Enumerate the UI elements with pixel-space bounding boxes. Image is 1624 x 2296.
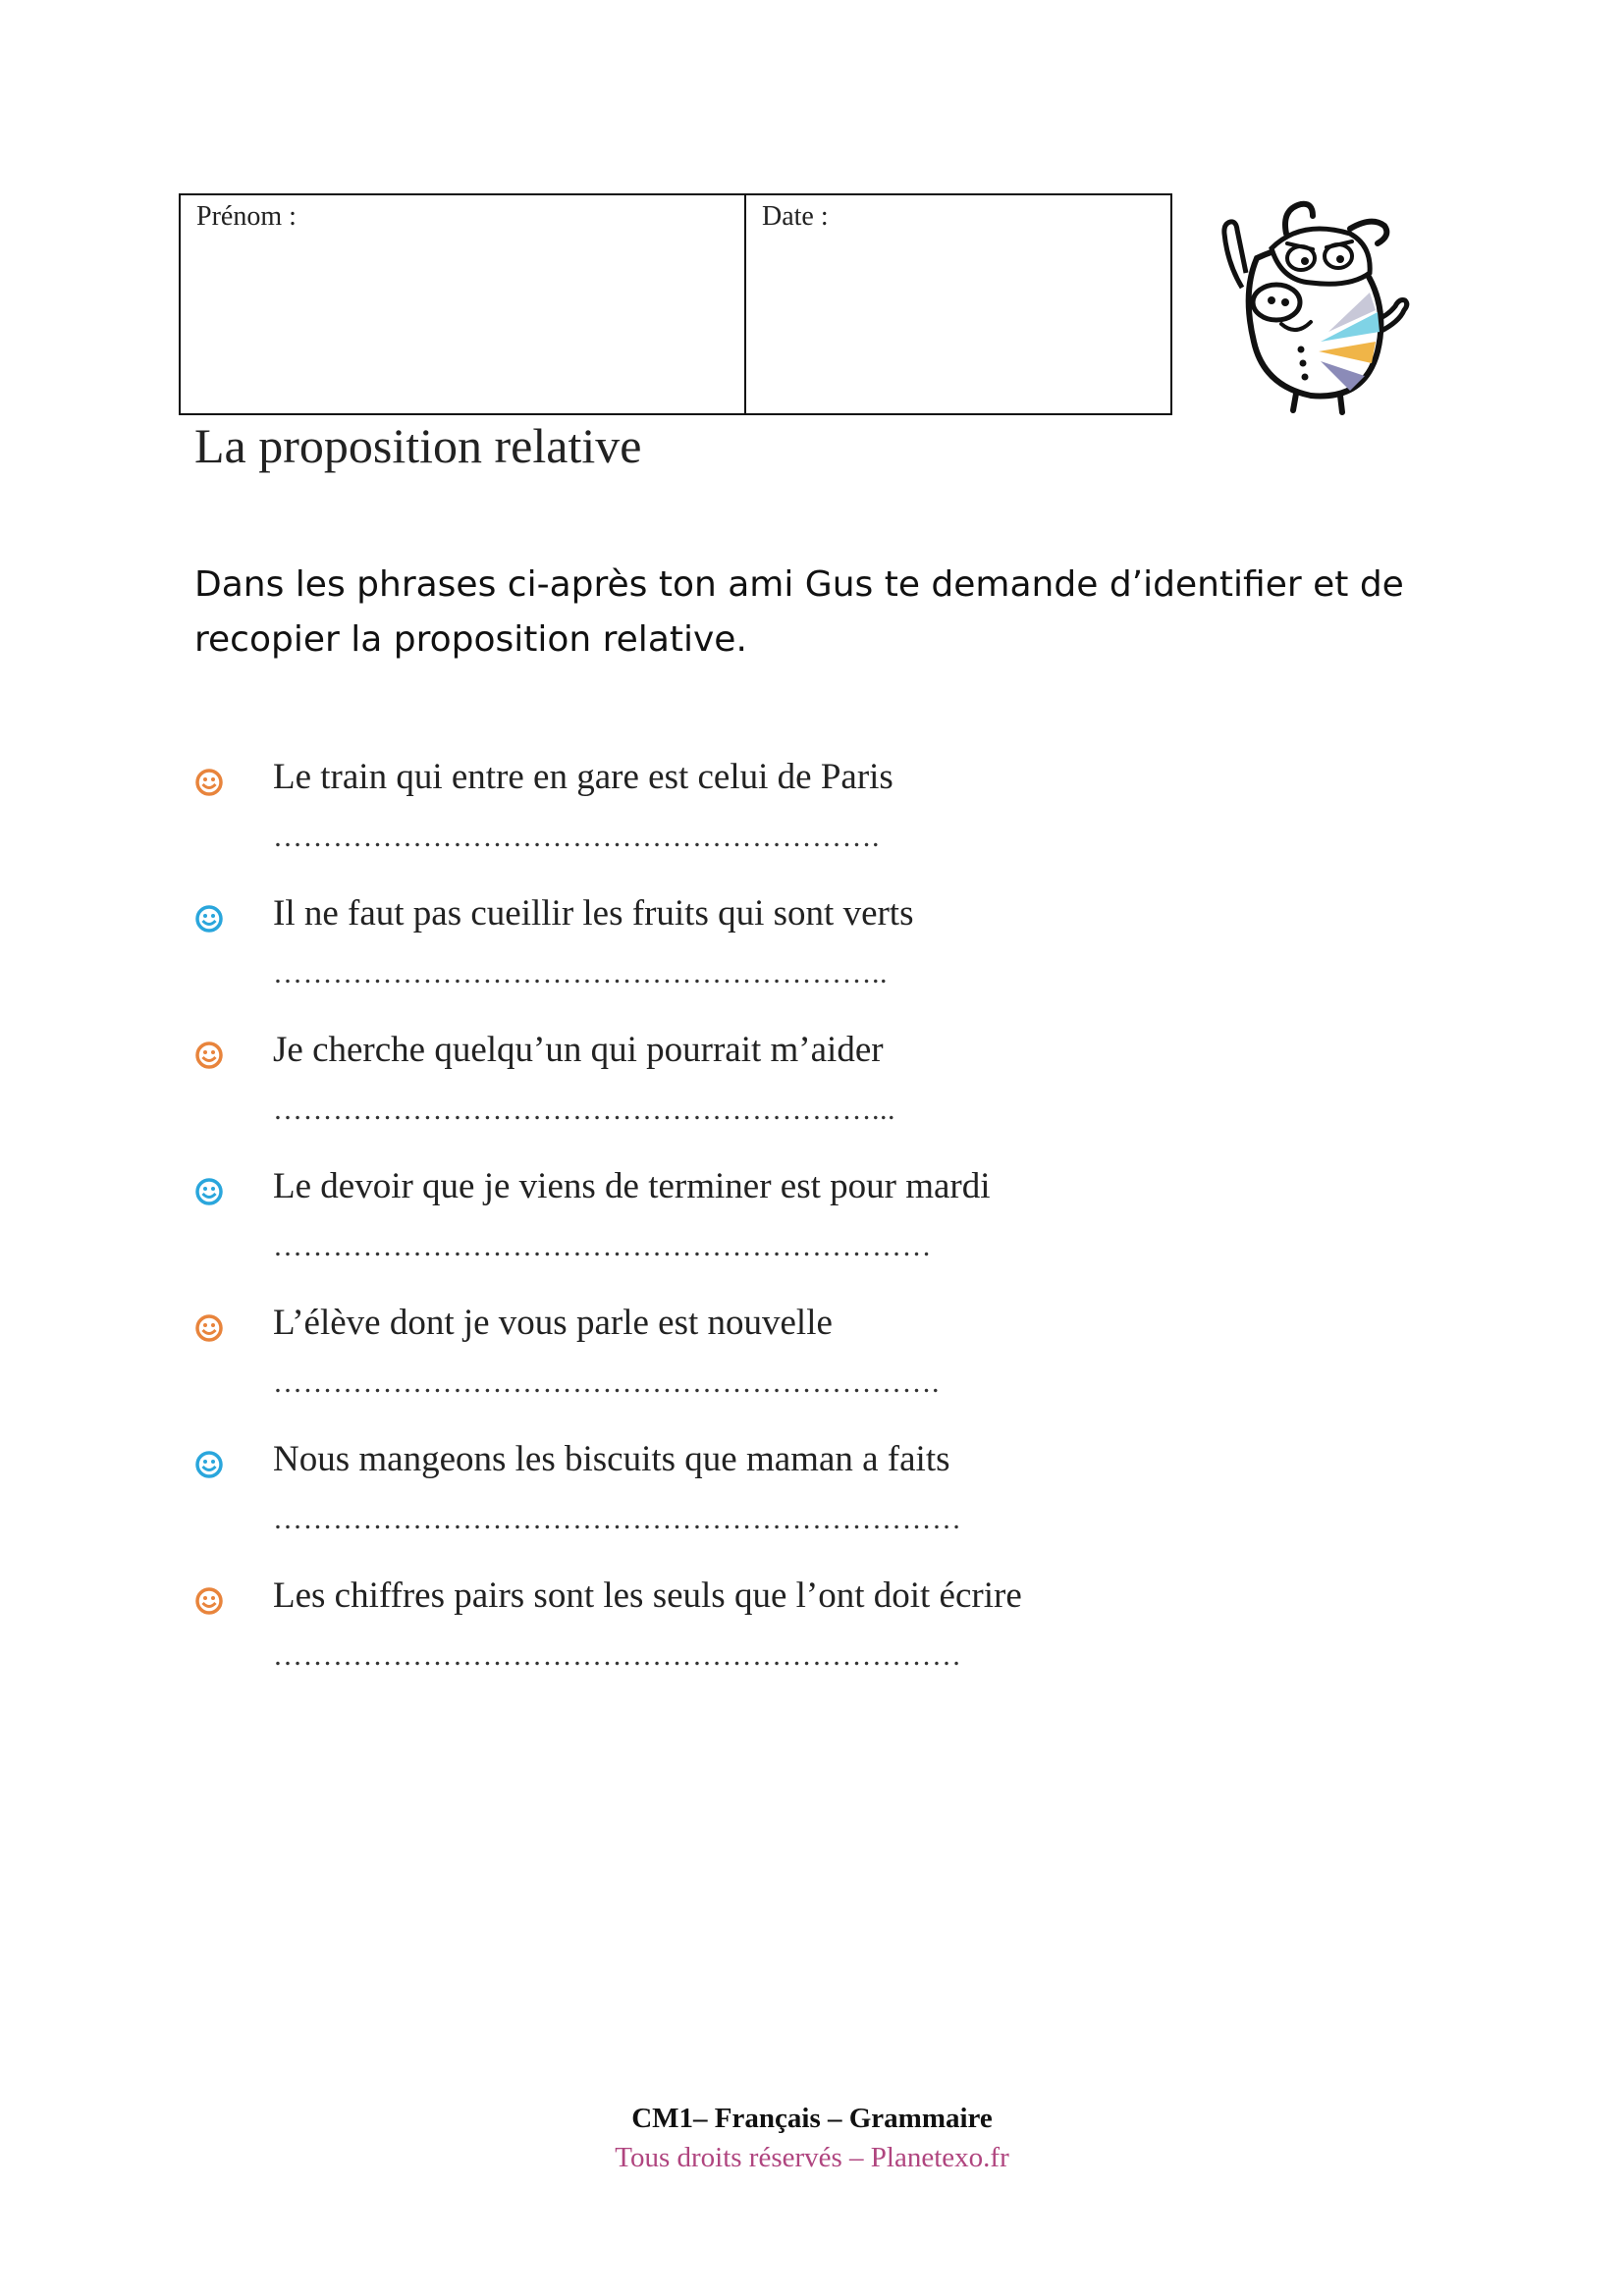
answer-line[interactable]: …………………………………………………………… (273, 1503, 962, 1535)
sentence-text: Nous mangeons les biscuits que maman a faits (273, 1439, 950, 1479)
blue-smiley-icon (194, 1177, 224, 1206)
footer-course: CM1– Français – Grammaire (631, 2103, 993, 2134)
exercise-item (194, 1029, 1471, 1165)
footer-rights: Tous droits réservés – Planetexo.fr (615, 2142, 1009, 2173)
answer-line[interactable]: …………………………………………………………… (273, 1639, 962, 1672)
sentence-text: Les chiffres pairs sont les seuls que l’ont doit écrire (273, 1575, 1022, 1616)
orange-smiley-icon (194, 1041, 224, 1070)
exercise-item (194, 892, 1471, 1029)
gus-mascot-icon (1203, 194, 1414, 415)
orange-smiley-icon (194, 1313, 224, 1343)
answer-line[interactable]: …………………………………………………….. (273, 957, 888, 989)
prenom-cell[interactable] (181, 195, 746, 413)
prenom-label: Prénom : (196, 201, 297, 232)
exercise-item (194, 1438, 1471, 1575)
answer-line[interactable]: ……………………………………………………... (273, 1094, 895, 1126)
blue-smiley-icon (194, 904, 224, 934)
page-footer (0, 2099, 1624, 2177)
page-title: La proposition relative (194, 418, 642, 473)
sentence-text: L’élève dont je vous parle est nouvelle (273, 1303, 833, 1343)
orange-smiley-icon (194, 1586, 224, 1616)
exercise-item (194, 1575, 1471, 1711)
sentence-text: Le devoir que je viens de terminer est pour mardi (273, 1166, 991, 1206)
orange-smiley-icon (194, 768, 224, 797)
exercise-item (194, 1302, 1471, 1438)
date-cell[interactable] (746, 195, 1170, 413)
exercise-list (194, 756, 1471, 1711)
exercise-item (194, 756, 1471, 892)
name-date-box (179, 193, 1172, 415)
sentence-text: Je cherche quelqu’un qui pourrait m’aider (273, 1030, 884, 1070)
answer-line[interactable]: …………………………………………………………. (273, 1366, 940, 1399)
sentence-text: Le train qui entre en gare est celui de Paris (273, 757, 893, 797)
instruction-text: Dans les phrases ci-après ton ami Gus te demande d’identifier et de recopier la proposition relative. (194, 564, 1404, 660)
answer-line[interactable]: ……………………………………………………. (273, 821, 880, 853)
exercise-item (194, 1165, 1471, 1302)
blue-smiley-icon (194, 1450, 224, 1479)
sentence-text: Il ne faut pas cueillir les fruits qui sont verts (273, 893, 914, 934)
answer-line[interactable]: ………………………………………………………… (273, 1230, 932, 1262)
date-label: Date : (762, 201, 829, 232)
